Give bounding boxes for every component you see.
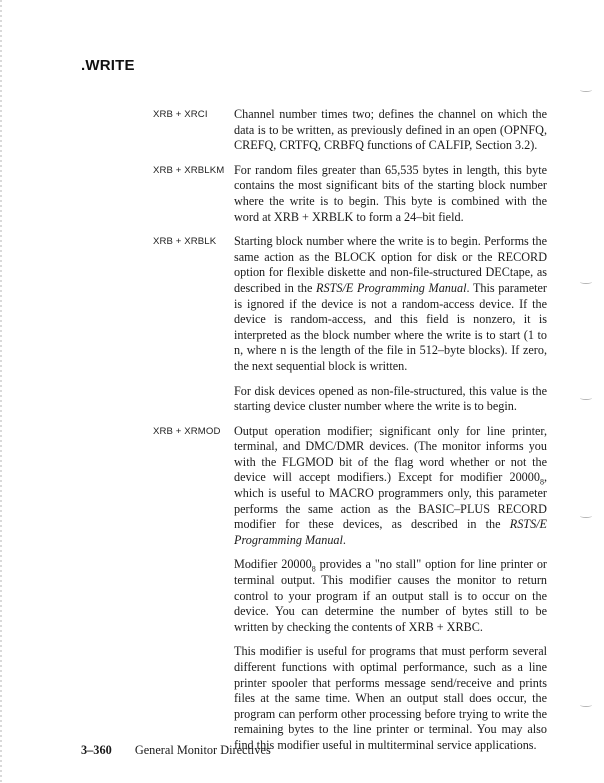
field-entry bbox=[153, 234, 553, 415]
scan-edge-artifact bbox=[0, 0, 2, 783]
description-paragraph bbox=[234, 163, 547, 225]
page-title: .WRITE bbox=[81, 57, 135, 74]
footer-section-title: General Monitor Directives bbox=[134, 743, 271, 757]
field-name: XRB + XRMOD bbox=[153, 425, 221, 437]
text-run: provides a "no stall" option for line printer or terminal output. This modifier causes the monitor to return control to your program if an output stall is to occur on the device. You can determine the number of bytes still to be written by checking the contents of XRB + XRBC. bbox=[234, 557, 547, 634]
description-paragraph bbox=[234, 424, 547, 549]
field-entry bbox=[153, 424, 553, 754]
description-paragraph bbox=[234, 107, 547, 154]
margin-mark bbox=[580, 88, 592, 92]
description-paragraph bbox=[234, 384, 547, 415]
field-name: XRB + XRBLK bbox=[153, 236, 217, 248]
text-run: This modifier is useful for programs that must perform several different functions with optimal performance, such as a line printer spooler that performs message send/receive and prints files at the same time. When an output stall does occur, the program can perform other processing before trying to write the remaining bytes to the line printer or terminal. You may also find this modifier useful in multiterminal service applications. bbox=[234, 644, 547, 752]
description-paragraph bbox=[234, 557, 547, 635]
text-run: Starting block number where the write is to begin. Performs the same action as the BLOCK option for disk or the RECORD option for flexible diskette and non-file-structured DECtape, as described in the bbox=[234, 234, 547, 295]
octal-base-subscript: 8 bbox=[311, 564, 316, 574]
field-name: XRB + XRCI bbox=[153, 109, 208, 120]
field-entry bbox=[153, 107, 553, 154]
text-run: For disk devices opened as non-file-structured, this value is the starting device cluster number where the write is to begin. bbox=[234, 383, 547, 414]
text-run: . bbox=[342, 532, 346, 547]
field-description bbox=[234, 107, 547, 154]
page-number: 3–360 bbox=[81, 743, 112, 757]
octal-base-subscript: 8 bbox=[539, 477, 544, 487]
field-definition-list bbox=[153, 107, 553, 763]
text-run: Output operation modifier; significant only for line printer, terminal, and DMC/DMR devices. (The monitor informs you with the FLGMOD bit of the flag word whether or not the device will accept modifiers.) Except for modifier 20000 bbox=[234, 423, 547, 485]
margin-mark bbox=[580, 703, 592, 707]
description-paragraph bbox=[234, 234, 547, 374]
manual-title-reference: RSTS/E Programming Manual bbox=[234, 517, 547, 547]
text-run: Modifier 20000 bbox=[234, 557, 312, 572]
text-run: . This parameter is ignored if the device is not a random-access device. If the device is random-access, and this field is nonzero, it is interpreted as the block number where the write is to start (1 to n, where n is the length of the file in 512–byte blocks). If zero, the next sequential block is written. bbox=[234, 280, 547, 373]
description-paragraph bbox=[234, 644, 547, 753]
margin-mark bbox=[580, 280, 592, 284]
field-description bbox=[234, 163, 547, 225]
text-run: For random files greater than 65,535 bytes in length, this byte contains the most significant bits of the starting block number where the write is to begin. This byte is combined with the word at XRB + XRBLK to form a 24–bit field. bbox=[234, 162, 547, 224]
page-footer bbox=[81, 743, 271, 758]
margin-mark bbox=[580, 396, 592, 400]
field-name: XRB + XRBLKM bbox=[153, 164, 225, 176]
field-description bbox=[234, 424, 547, 754]
manual-title-reference: RSTS/E Programming Manual bbox=[316, 280, 467, 295]
text-run: Channel number times two; defines the channel on which the data is to be written, as previously defined in an open (OPNFQ, CREFQ, CRTFQ, CRBFQ functions of CALFIP, Section 3.2). bbox=[234, 107, 547, 153]
margin-mark bbox=[580, 514, 592, 518]
field-entry bbox=[153, 163, 553, 225]
field-description bbox=[234, 234, 547, 415]
text-run: , which is useful to MACRO programmers only, this parameter performs the same action as the BASIC–PLUS RECORD modifier for these devices, as described in the bbox=[234, 470, 547, 532]
